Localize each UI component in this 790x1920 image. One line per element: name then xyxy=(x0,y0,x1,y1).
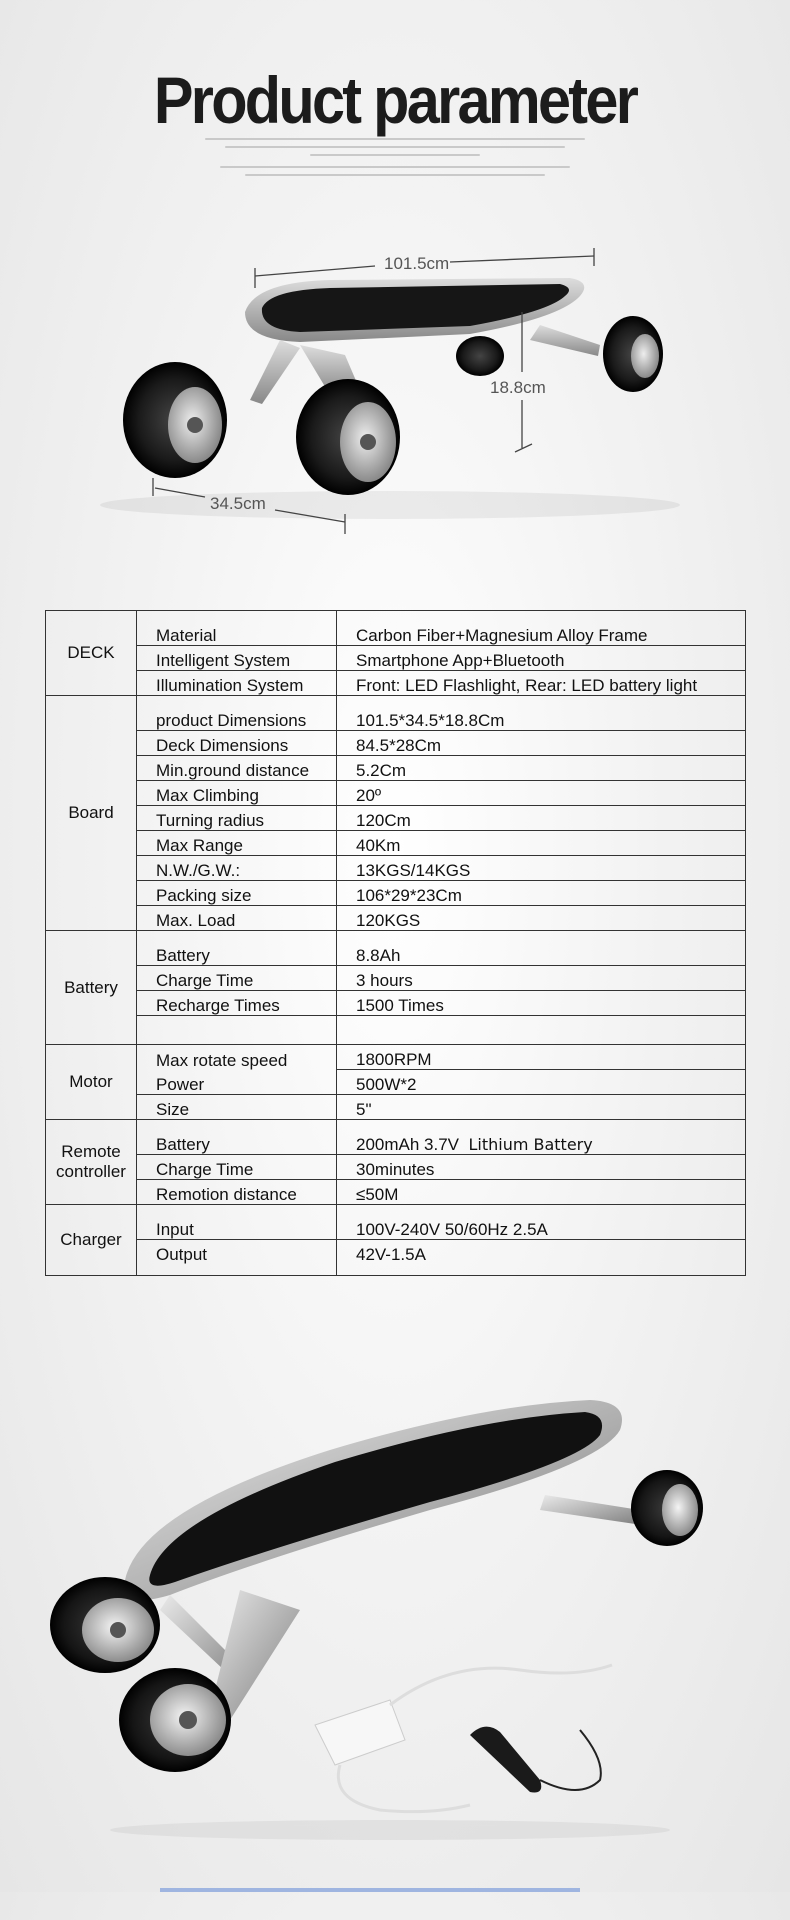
height-dimension-label: 18.8cm xyxy=(490,378,546,397)
value-cell: Smartphone App+Bluetooth xyxy=(337,646,746,671)
category-cell: Battery xyxy=(46,931,137,1045)
param-cell: Input xyxy=(137,1205,337,1240)
param-cell: Max Climbing xyxy=(137,781,337,806)
skateboard-product-image xyxy=(0,1360,790,1920)
table-row xyxy=(46,931,746,966)
bottom-accent-bar xyxy=(160,1888,580,1892)
category-cell: Motor xyxy=(46,1045,137,1120)
page-title: Product parameter xyxy=(153,63,637,137)
param-cell: Max Range xyxy=(137,831,337,856)
value-extra-text: Lithium Battery xyxy=(468,1135,593,1154)
value-cell: Carbon Fiber+Magnesium Alloy Frame xyxy=(337,611,746,646)
table-row xyxy=(46,1045,746,1070)
table-row xyxy=(46,1095,746,1120)
table-row xyxy=(46,611,746,646)
value-cell: 120KGS xyxy=(337,906,746,931)
param-cell: Output xyxy=(137,1240,337,1276)
table-row xyxy=(46,781,746,806)
table-row xyxy=(46,991,746,1016)
value-cell xyxy=(337,1016,746,1045)
table-row xyxy=(46,1240,746,1276)
value-cell: 101.5*34.5*18.8Cm xyxy=(337,696,746,731)
param-cell: Deck Dimensions xyxy=(137,731,337,756)
param-cell: Max rotate speed xyxy=(137,1045,337,1070)
width-dimension-label: 34.5cm xyxy=(210,494,266,513)
table-row xyxy=(46,1120,746,1155)
category-cell: Charger xyxy=(46,1205,137,1276)
param-cell: Size xyxy=(137,1095,337,1120)
param-cell: N.W./G.W.: xyxy=(137,856,337,881)
param-cell: Charge Time xyxy=(137,1155,337,1180)
table-row xyxy=(46,756,746,781)
category-cell: Board xyxy=(46,696,137,931)
table-row xyxy=(46,1016,746,1045)
table-row xyxy=(46,671,746,696)
param-cell: Material xyxy=(137,611,337,646)
value-cell: 20º xyxy=(337,781,746,806)
table-row xyxy=(46,731,746,756)
table-row xyxy=(46,966,746,991)
value-cell: 1800RPM xyxy=(337,1045,746,1070)
category-cell: Remote controller xyxy=(46,1120,137,1205)
param-cell xyxy=(137,1016,337,1045)
value-cell: 500W*2 xyxy=(337,1070,746,1095)
table-row xyxy=(46,831,746,856)
table-row xyxy=(46,646,746,671)
value-cell: 3 hours xyxy=(337,966,746,991)
table-row xyxy=(46,1155,746,1180)
param-cell: Turning radius xyxy=(137,806,337,831)
table-row xyxy=(46,856,746,881)
value-cell: 42V-1.5A xyxy=(337,1240,746,1276)
param-cell: Recharge Times xyxy=(137,991,337,1016)
value-cell xyxy=(337,1120,746,1155)
value-cell: 13KGS/14KGS xyxy=(337,856,746,881)
param-cell: Remotion distance xyxy=(137,1180,337,1205)
length-dimension-label: 101.5cm xyxy=(384,254,450,273)
param-cell: Max. Load xyxy=(137,906,337,931)
table-row xyxy=(46,1070,746,1095)
value-cell: 1500 Times xyxy=(337,991,746,1016)
value-cell: 106*29*23Cm xyxy=(337,881,746,906)
param-cell: Packing size xyxy=(137,881,337,906)
param-cell: Power xyxy=(137,1070,337,1095)
param-cell: Charge Time xyxy=(137,966,337,991)
value-cell: ≤50M xyxy=(337,1180,746,1205)
value-cell: 100V-240V 50/60Hz 2.5A xyxy=(337,1205,746,1240)
table-row xyxy=(46,906,746,931)
table-row xyxy=(46,696,746,731)
value-cell: 5.2Cm xyxy=(337,756,746,781)
value-cell: 40Km xyxy=(337,831,746,856)
value-cell: 8.8Ah xyxy=(337,931,746,966)
param-cell: Min.ground distance xyxy=(137,756,337,781)
table-row xyxy=(46,806,746,831)
param-cell: Battery xyxy=(137,931,337,966)
value-cell: 30minutes xyxy=(337,1155,746,1180)
param-cell: Intelligent System xyxy=(137,646,337,671)
value-cell: 120Cm xyxy=(337,806,746,831)
value-text: 200mAh 3.7V xyxy=(356,1135,460,1154)
table-row xyxy=(46,1180,746,1205)
value-cell: 5" xyxy=(337,1095,746,1120)
param-cell: Battery xyxy=(137,1120,337,1155)
param-cell: product Dimensions xyxy=(137,696,337,731)
value-cell: 84.5*28Cm xyxy=(337,731,746,756)
table-row xyxy=(46,881,746,906)
value-cell: Front: LED Flashlight, Rear: LED battery light xyxy=(337,671,746,696)
param-cell: Illumination System xyxy=(137,671,337,696)
table-row xyxy=(46,1205,746,1240)
skateboard-dimension-image xyxy=(0,0,790,560)
spec-table xyxy=(45,610,746,1276)
category-cell: DECK xyxy=(46,611,137,696)
